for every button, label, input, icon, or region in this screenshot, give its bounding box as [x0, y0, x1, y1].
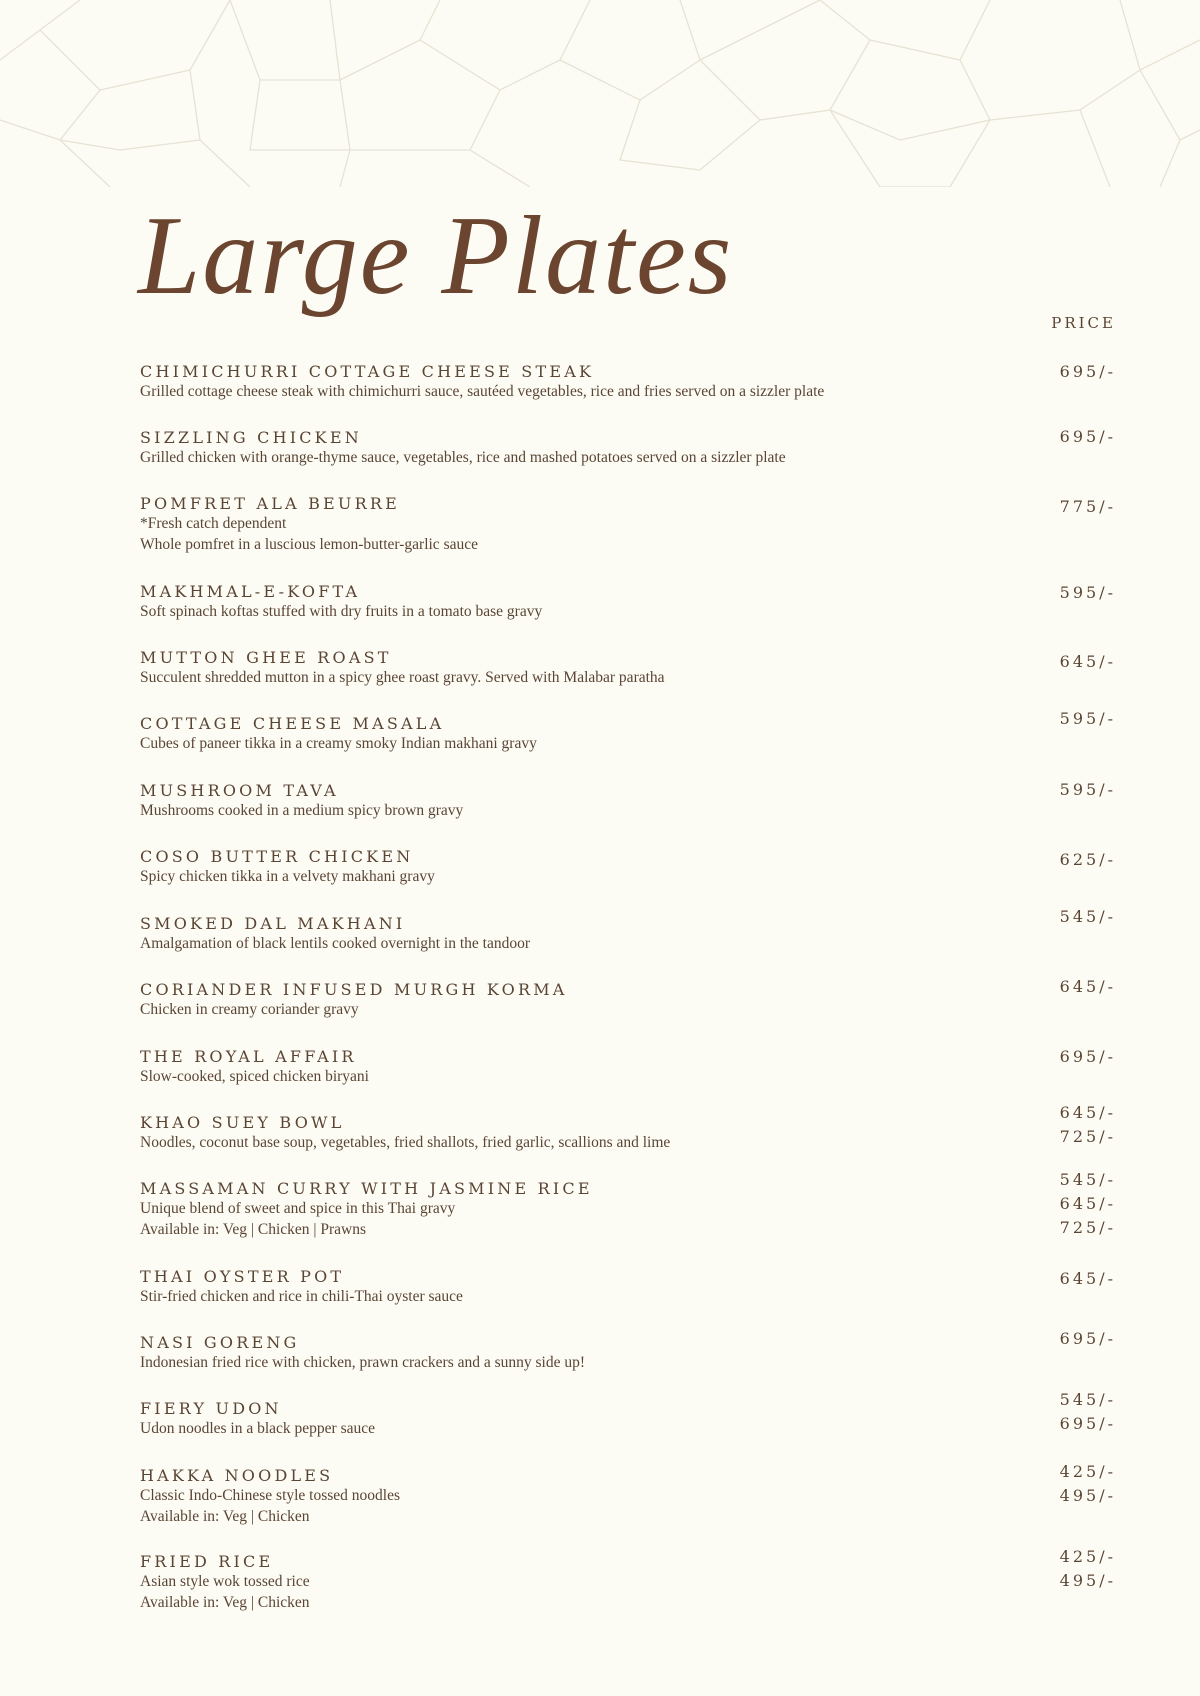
- menu-item: [140, 1113, 1140, 1154]
- item-price: 645/-: [1059, 652, 1116, 671]
- item-description: Slow-cooked, spiced chicken biryani: [140, 1068, 369, 1085]
- item-name: CORIANDER INFUSED MURGH KORMA: [140, 980, 568, 999]
- item-name: MUTTON GHEE ROAST: [140, 648, 392, 667]
- item-description: Asian style wok tossed rice: [140, 1573, 310, 1590]
- item-prices: [1060, 360, 1116, 384]
- item-description: Available in: Veg | Chicken: [140, 1593, 310, 1611]
- menu-item: [140, 362, 1140, 403]
- menu-item: [140, 1552, 1140, 1613]
- item-description: Whole pomfret in a luscious lemon-butter-garlic sauce: [140, 535, 478, 553]
- item-prices: [1060, 1460, 1116, 1508]
- item-price: 545/-: [1059, 1390, 1116, 1409]
- item-price: 595/-: [1059, 780, 1116, 799]
- item-prices: [1060, 1327, 1116, 1351]
- menu-item: [140, 1267, 1140, 1308]
- item-price: 725/-: [1059, 1218, 1116, 1237]
- item-prices: [1060, 1545, 1116, 1593]
- item-prices: [1060, 425, 1116, 449]
- item-name: FIERY UDON: [140, 1399, 282, 1418]
- menu-item: [140, 582, 1140, 623]
- item-name: POMFRET ALA BEURRE: [140, 494, 400, 513]
- menu-item: [140, 1399, 1140, 1440]
- item-price: 645/-: [1059, 977, 1116, 996]
- item-description: Indonesian fried rice with chicken, prawn crackers and a sunny side up!: [140, 1354, 586, 1371]
- item-name: MUSHROOM TAVA: [140, 781, 339, 800]
- item-name: SMOKED DAL MAKHANI: [140, 914, 406, 933]
- item-description: Grilled chicken with orange-thyme sauce, vegetables, rice and mashed potatoes served on a sizzler plate: [140, 449, 786, 466]
- item-prices: [1060, 650, 1116, 674]
- item-price: 545/-: [1059, 907, 1116, 926]
- price-column-header: PRICE: [1051, 314, 1116, 332]
- item-description: Noodles, coconut base soup, vegetables, fried shallots, fried garlic, scallions and lime: [140, 1134, 671, 1151]
- item-name: COSO BUTTER CHICKEN: [140, 847, 414, 866]
- item-price: 695/-: [1059, 1047, 1116, 1066]
- item-name: KHAO SUEY BOWL: [140, 1113, 345, 1132]
- menu-item: [140, 648, 1140, 689]
- item-prices: [1060, 1168, 1116, 1240]
- page-title: Large Plates: [138, 194, 734, 318]
- item-prices: [1060, 778, 1116, 802]
- item-price: 625/-: [1059, 850, 1116, 869]
- item-price: 695/-: [1059, 427, 1116, 446]
- item-price: 595/-: [1059, 709, 1116, 728]
- item-description: Amalgamation of black lentils cooked overnight in the tandoor: [140, 935, 530, 952]
- menu-item: [140, 847, 1140, 888]
- item-price: 425/-: [1059, 1462, 1116, 1481]
- item-prices: [1060, 581, 1116, 605]
- item-description: Unique blend of sweet and spice in this Thai gravy: [140, 1200, 456, 1217]
- item-description: Mushrooms cooked in a medium spicy brown gravy: [140, 802, 464, 819]
- item-description: Grilled cottage cheese steak with chimichurri sauce, sautéed vegetables, rice and fries served on a sizzler plate: [140, 383, 825, 400]
- item-description: Classic Indo-Chinese style tossed noodles: [140, 1487, 401, 1504]
- item-prices: [1060, 1101, 1116, 1149]
- item-description: Udon noodles in a black pepper sauce: [140, 1420, 376, 1437]
- menu-item: [140, 428, 1140, 469]
- item-prices: [1060, 1045, 1116, 1069]
- menu-item: [140, 714, 1140, 755]
- menu-item: [140, 781, 1140, 822]
- item-prices: [1060, 905, 1116, 929]
- item-price: 495/-: [1059, 1571, 1116, 1590]
- item-name: SIZZLING CHICKEN: [140, 428, 362, 447]
- menu-item: [140, 1179, 1140, 1240]
- menu-item: [140, 494, 1140, 555]
- menu-item: [140, 914, 1140, 955]
- item-description: Succulent shredded mutton in a spicy ghee roast gravy. Served with Malabar paratha: [140, 669, 665, 686]
- item-prices: [1060, 1267, 1116, 1291]
- item-prices: [1060, 1388, 1116, 1436]
- item-name: MASSAMAN CURRY WITH JASMINE RICE: [140, 1179, 593, 1198]
- item-price: 495/-: [1059, 1486, 1116, 1505]
- item-prices: [1060, 495, 1116, 519]
- item-name: MAKHMAL-E-KOFTA: [140, 582, 361, 601]
- item-description: Soft spinach koftas stuffed with dry fruits in a tomato base gravy: [140, 603, 543, 620]
- menu-item: [140, 1466, 1140, 1527]
- item-description: *Fresh catch dependent: [140, 515, 287, 532]
- item-price: 425/-: [1059, 1547, 1116, 1566]
- item-price: 645/-: [1059, 1103, 1116, 1122]
- item-price: 775/-: [1059, 497, 1116, 516]
- item-description: Cubes of paneer tikka in a creamy smoky Indian makhani gravy: [140, 735, 537, 752]
- item-description: Chicken in creamy coriander gravy: [140, 1001, 359, 1018]
- item-prices: [1060, 848, 1116, 872]
- item-price: 725/-: [1059, 1127, 1116, 1146]
- menu-item: [140, 1047, 1140, 1088]
- item-description: Available in: Veg | Chicken | Prawns: [140, 1220, 367, 1238]
- item-name: HAKKA NOODLES: [140, 1466, 334, 1485]
- item-description: Stir-fried chicken and rice in chili-Thai oyster sauce: [140, 1288, 463, 1305]
- decorative-pattern: [0, 0, 1200, 187]
- menu-item: [140, 980, 1140, 1021]
- menu-item: [140, 1333, 1140, 1374]
- item-price: 695/-: [1059, 362, 1116, 381]
- item-name: NASI GORENG: [140, 1333, 300, 1352]
- item-prices: [1060, 707, 1116, 731]
- item-name: COTTAGE CHEESE MASALA: [140, 714, 445, 733]
- item-price: 695/-: [1059, 1329, 1116, 1348]
- item-price: 595/-: [1059, 583, 1116, 602]
- item-price: 645/-: [1059, 1269, 1116, 1288]
- item-description: Available in: Veg | Chicken: [140, 1507, 310, 1525]
- item-prices: [1060, 975, 1116, 999]
- item-price: 695/-: [1059, 1414, 1116, 1433]
- item-name: THE ROYAL AFFAIR: [140, 1047, 357, 1066]
- item-name: THAI OYSTER POT: [140, 1267, 345, 1286]
- item-price: 545/-: [1059, 1170, 1116, 1189]
- item-description: Spicy chicken tikka in a velvety makhani gravy: [140, 868, 435, 885]
- item-name: CHIMICHURRI COTTAGE CHEESE STEAK: [140, 362, 595, 381]
- item-name: FRIED RICE: [140, 1552, 274, 1571]
- item-price: 645/-: [1059, 1194, 1116, 1213]
